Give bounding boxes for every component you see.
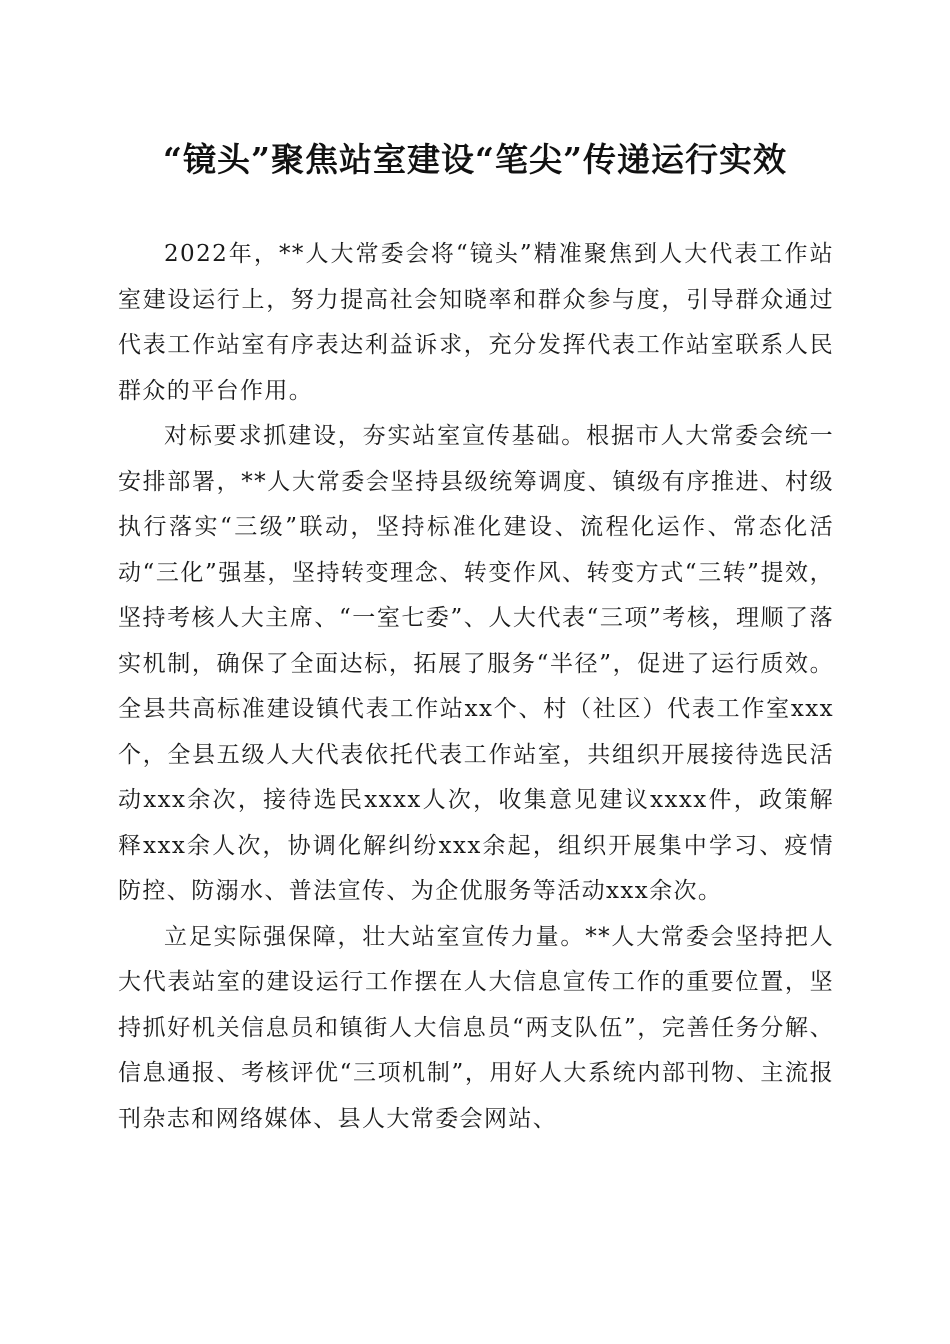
document-title: “镜头”聚焦站室建设“笔尖”传递运行实效	[163, 140, 787, 179]
paragraph-intro: 2022年，**人大常委会将“镜头”精准聚焦到人大代表工作站室建设运行上，努力提高社会知晓率和群众参与度，引导群众通过代表工作站室有序表达利益诉求，充分发挥代表工作站室联系人民群众的平台作用。	[118, 241, 834, 404]
paragraph-construction: 对标要求抓建设，夯实站室宣传基础。根据市人大常委会统一安排部署，**人大常委会坚持县级统筹调度、镇级有序推进、村级执行落实“三级”联动，坚持标准化建设、流程化运作、常态化活动“三化”强基，坚持转变理念、转变作风、转变方式“三转”提效，坚持考核人大主席、“一室七委”、人大代表“三项”考核，理顺了落实机制，确保了全面达标，拓展了服务“半径”，促进了运行质效。全县共高标准建设镇代表工作站xx个、村（社区）代表工作室xxx个，全县五级人大代表依托代表工作站室，共组织开展接待选民活动xxx余次，接待选民xxxx人次，收集意见建议xxxx件，政策解释xxx余人次，协调化解纠纷xxx余起，组织开展集中学习、疫情防控、防溺水、普法宣传、为企优服务等活动xxx余次。	[118, 423, 834, 904]
document-body	[118, 232, 834, 1142]
paragraph-support: 立足实际强保障，壮大站室宣传力量。**人大常委会坚持把人大代表站室的建设运行工作摆在人大信息宣传工作的重要位置，坚持抓好机关信息员和镇街人大信息员“两支队伍”，完善任务分解、信息通报、考核评优“三项机制”，用好人大系统内部刊物、主流报刊杂志和网络媒体、县人大常委会网站、	[118, 923, 834, 1132]
